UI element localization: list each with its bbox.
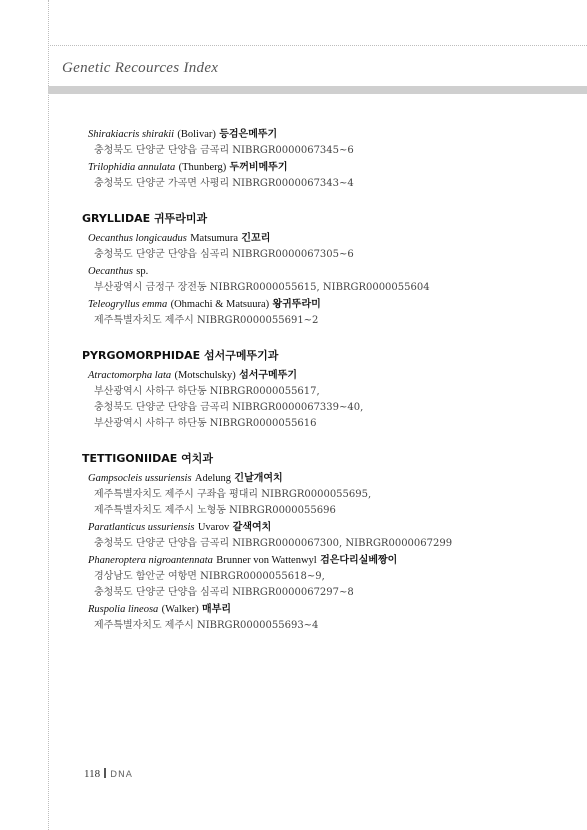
species-entry (88, 470, 567, 487)
margin-guide-vertical (48, 0, 49, 830)
scientific-name: Oecanthus (88, 266, 133, 277)
species-entry (88, 367, 567, 384)
korean-name: 검은다리실베짱이 (320, 555, 398, 566)
running-header: Genetic Recources Index (62, 60, 219, 76)
locality-record: 부산광역시 사하구 하단동 NIBRGR0000055616 (94, 418, 317, 429)
scientific-name: Paratlanticus ussuriensis (88, 522, 195, 533)
species-entry (88, 601, 567, 618)
locality-record: 제주특별자치도 제주시 NIBRGR0000055691~2 (94, 315, 319, 326)
locality-record: 충청북도 단양군 단양읍 금곡리 NIBRGR0000067300, NIBRGR0000067299 (94, 538, 453, 549)
korean-name: 등검은메뚜기 (219, 129, 278, 140)
korean-name: 긴꼬리 (241, 233, 271, 244)
species-entry (88, 230, 567, 247)
margin-guide-top (48, 45, 587, 46)
scientific-name: Ruspolia lineosa (88, 604, 159, 615)
korean-name: 섬서구메뚜기 (239, 370, 298, 381)
author: (Thunberg) (178, 162, 227, 173)
locality-record: 제주특별자치도 제주시 노형동 NIBRGR0000055696 (94, 505, 336, 516)
header-band (48, 86, 587, 94)
page-footer (84, 768, 133, 780)
locality-record: 경상남도 함안군 여항면 NIBRGR0000055618~9, (94, 571, 325, 582)
locality-record: 충청북도 단양군 가곡면 사평리 NIBRGR0000067343~4 (94, 178, 354, 189)
author: (Bolivar) (177, 129, 216, 140)
korean-name: 왕귀뚜라미 (272, 299, 321, 310)
scientific-name: Shirakiacris shirakii (88, 129, 175, 140)
locality-record: 부산광역시 금정구 장전동 NIBRGR0000055615, NIBRGR0000055604 (94, 282, 430, 293)
locality-record: 충청북도 단양군 단양읍 금곡리 NIBRGR0000067345~6 (94, 145, 354, 156)
scientific-name: Teleogryllus emma (88, 299, 168, 310)
author: (Walker) (161, 604, 199, 615)
author: Brunner von Wattenwyl (216, 555, 317, 566)
locality-record: 제주특별자치도 제주시 구좌읍 평대리 NIBRGR0000055695, (94, 489, 372, 500)
korean-name: 긴날개여치 (234, 473, 283, 484)
locality-record: 제주특별자치도 제주시 NIBRGR0000055693~4 (94, 620, 319, 631)
scientific-name: Trilophidia annulata (88, 162, 176, 173)
family-heading: GRYLLIDAE 귀뚜라미과 (82, 212, 208, 225)
korean-name: 갈색여치 (232, 522, 272, 533)
locality-record: 충청북도 단양군 단양읍 심곡리 NIBRGR0000067305~6 (94, 249, 354, 260)
korean-name: 두꺼비메뚜기 (229, 162, 288, 173)
scientific-name: Phaneroptera nigroantennata (88, 555, 213, 566)
species-entry (88, 159, 567, 176)
locality-record: 부산광역시 사하구 하단동 NIBRGR0000055617, (94, 386, 320, 397)
family-heading: TETTIGONIIDAE 여치과 (82, 452, 214, 465)
page-number: 118 (84, 768, 101, 780)
scientific-name: Atractomorpha lata (88, 370, 172, 381)
family-heading: PYRGOMORPHIDAE 섬서구메뚜기과 (82, 349, 279, 362)
species-entry (88, 552, 567, 569)
korean-name: 매부리 (202, 604, 232, 615)
locality-record: 충청북도 단양군 단양읍 심곡리 NIBRGR0000067297~8 (94, 587, 354, 598)
author: (Ohmachi & Matsuura) (170, 299, 270, 310)
species-entry (88, 296, 567, 313)
scientific-name: Oecanthus longicaudus (88, 233, 187, 244)
species-entry (88, 126, 567, 143)
species-entry (88, 519, 567, 536)
locality-record: 충청북도 단양군 단양읍 금곡리 NIBRGR0000067339~40, (94, 402, 364, 413)
author: Adelung (194, 473, 232, 484)
species-entry (88, 263, 567, 280)
scientific-name: Gampsocleis ussuriensis (88, 473, 192, 484)
index-content (82, 126, 567, 634)
footer-label: DNA (110, 770, 133, 780)
author: Uvarov (197, 522, 230, 533)
footer-divider (104, 768, 106, 778)
author: Matsumura (190, 233, 239, 244)
author: sp. (136, 266, 149, 277)
author: (Motschulsky) (174, 370, 236, 381)
